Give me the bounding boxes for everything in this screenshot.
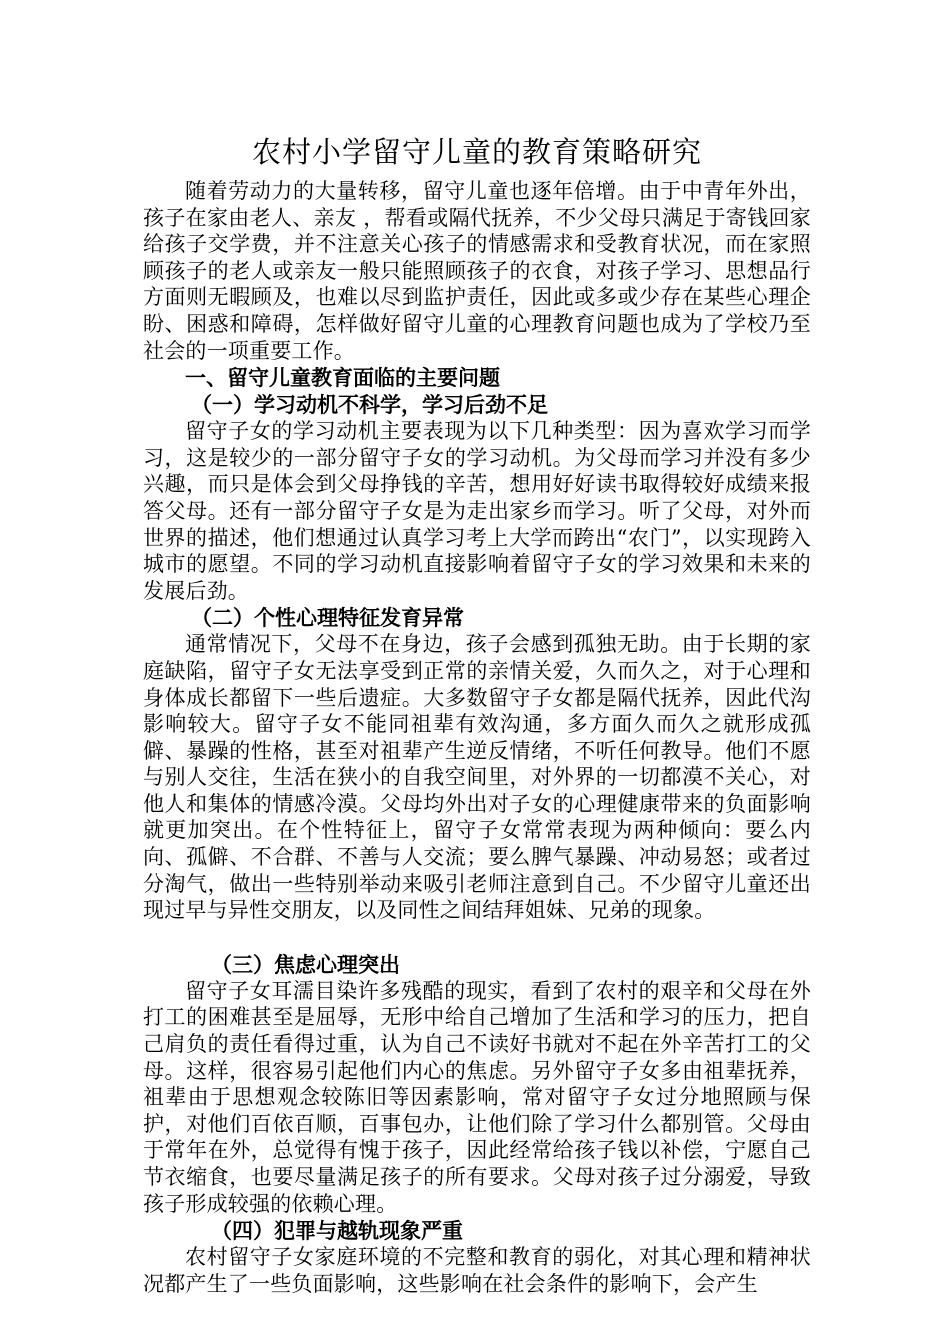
blank-line bbox=[143, 924, 811, 951]
delinquency-paragraph: 农村留守子女家庭环境的不完整和教育的弱化，对其心理和精神状况都产生了一些负面影响，这些影响在社会条件的影响下，会产生 bbox=[143, 1245, 811, 1296]
anxiety-paragraph: 留守子女耳濡目染许多残酷的现实，看到了农村的艰辛和父母在外打工的困难甚至是屈辱，无形中给自己增加了生活和学习的压力，把自己肩负的责任看得过重，认为自己不读好书就对不起在外辛苦打工的父母。这样，很容易引起他们内心的焦虑。另外留守子女多由祖辈抚养，祖辈由于思想观念较陈旧等因素影响，常对留守子女过分地照顾与保护，对他们百依百顺，百事包办，让他们除了学习什么都别管。父母由于常年在外，总觉得有愧于孩子，因此经常给孩子钱以补偿，宁愿自己节衣缩食，也要尽量满足孩子的所有要求。父母对孩子过分溺爱，导致孩子形成较强的依赖心理。 bbox=[143, 978, 811, 1216]
subsection-heading-anxiety: （三）焦虑心理突出 bbox=[211, 951, 400, 977]
document-page bbox=[143, 132, 811, 1297]
subsection-heading-delinquency: （四）犯罪与越轨现象严重 bbox=[211, 1218, 463, 1244]
subsection-heading-personality: （二）个性心理特征发育异常 bbox=[191, 605, 464, 631]
section-heading-problems: 一、留守儿童教育面临的主要问题 bbox=[185, 365, 500, 391]
document-title: 农村小学留守儿童的教育策略研究 bbox=[251, 135, 702, 169]
motivation-paragraph: 留守子女的学习动机主要表现为以下几种类型：因为喜欢学习而学习，这是较少的一部分留守子女的学习动机。为父母而学习并没有多少兴趣，而只是体会到父母挣钱的辛苦，想用好好读书取得较好成绩来报答父母。还有一部分留守子女是为走出家乡而学习。听了父母，对外而世界的描述，他们想通过认真学习考上大学而跨出“农门”，以实现跨入城市的愿望。不同的学习动机直接影响着留守子女的学习效果和未来的发展后劲。 bbox=[143, 419, 811, 603]
intro-paragraph: 随着劳动力的大量转移，留守儿童也逐年倍增。由于中青年外出，孩子在家由老人、亲友 ，帮看或隔代抚养，不少父母只满足于寄钱回家给孩子交学费，并不注意关心孩子的情感需求和受教育状况，而在家照顾孩子的老人或亲友一般只能照顾孩子的衣食，对孩子学习、思想品行方面则无暇顾及，也难以尽到监护责任，因此或多或少存在某些心理企盼、困惑和障碍，怎样做好留守儿童的心理教育问题也成为了学校乃至社会的一项重要工作。 bbox=[143, 179, 811, 363]
subsection-heading-motivation: （一）学习动机不科学，学习后劲不足 bbox=[191, 392, 548, 418]
personality-paragraph: 通常情况下，父母不在身边，孩子会感到孤独无助。由于长期的家庭缺陷，留守子女无法享受到正常的亲情关爱，久而久之，对于心理和身体成长都留下一些后遗症。大多数留守子女都是隔代抚养，因此代沟影响较大。留守子女不能同祖辈有效沟通，多方面久而久之就形成孤僻、暴躁的性格，甚至对祖辈产生逆反情绪，不听任何教导。他们不愿与别人交往，生活在狭小的自我空间里，对外界的一切都漠不关心，对他人和集体的情感冷漠。父母均外出对子女的心理健康带来的负面影响就更加突出。在个性特征上，留守子女常常表现为两种倾向：要么内向、孤僻、不合群、不善与人交流；要么脾气暴躁、冲动易怒；或者过分淘气，做出一些特别举动来吸引老师注意到自己。不少留守儿童还出现过早与异性交朋友，以及同性之间结拜姐妹、兄弟的现象。 bbox=[143, 632, 811, 923]
